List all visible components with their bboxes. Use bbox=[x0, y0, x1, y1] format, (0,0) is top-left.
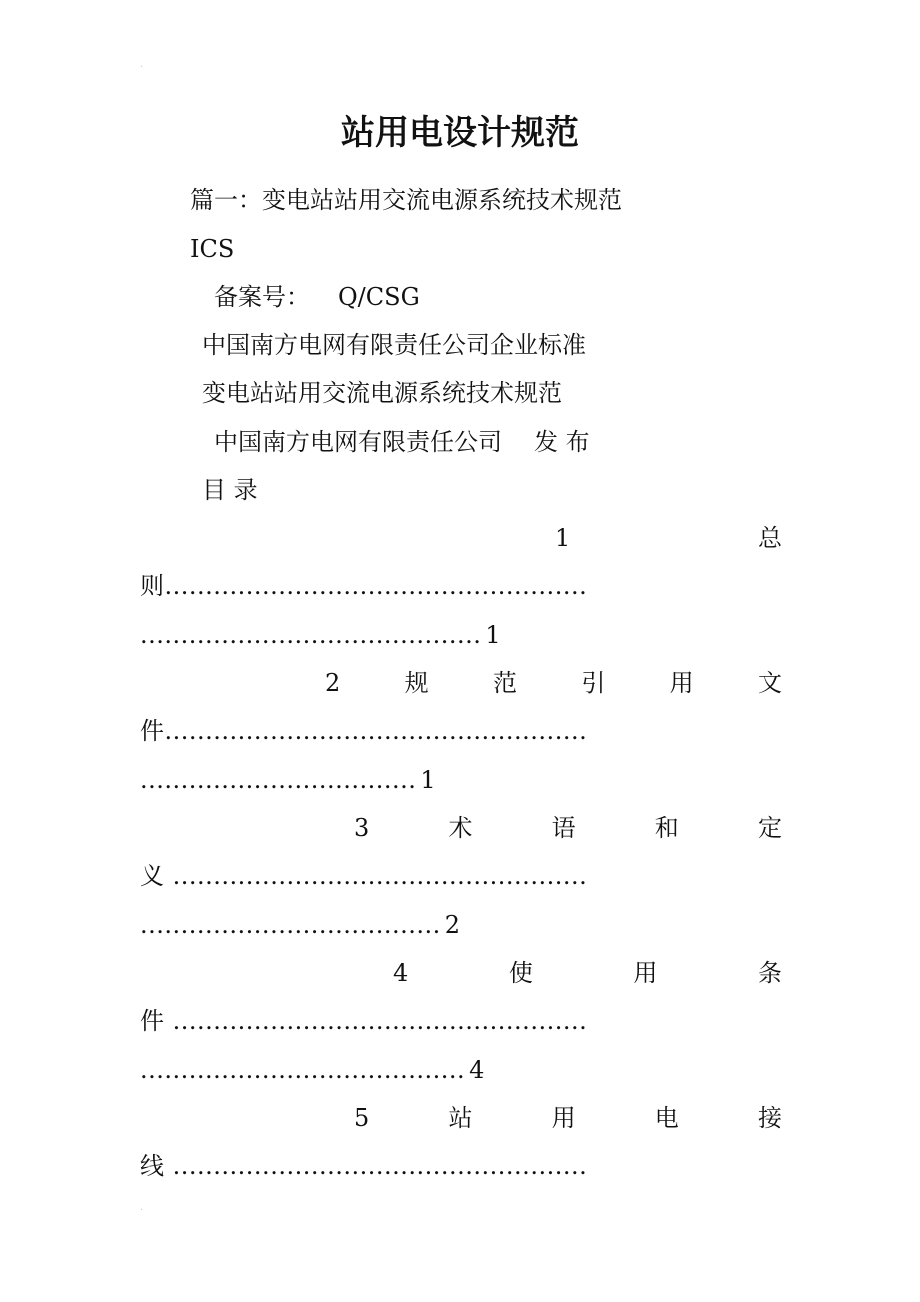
toc-entry-char: 用 bbox=[669, 669, 694, 697]
record-value: Q/CSG bbox=[338, 283, 420, 311]
toc-entry-last-char: 则 bbox=[140, 572, 165, 600]
toc-entry-5-heading bbox=[354, 1106, 782, 1130]
toc-entry-char: 语 bbox=[551, 814, 576, 842]
toc-entry-3-heading bbox=[354, 816, 782, 840]
toc-entry-4-heading bbox=[393, 961, 782, 985]
toc-entry-char: 文 bbox=[758, 669, 782, 697]
toc-entry-char: 定 bbox=[757, 814, 782, 842]
toc-entry-2-leader bbox=[140, 719, 587, 743]
dot-leader: ..................................... bbox=[140, 911, 441, 939]
toc-entry-last-char: 线 bbox=[140, 1152, 165, 1180]
toc-title: 目 录 bbox=[202, 476, 258, 504]
toc-entry-number: 2 bbox=[325, 669, 341, 697]
dot-leader: ........................................ bbox=[140, 1056, 466, 1084]
toc-entry-1-leader bbox=[140, 574, 587, 598]
toc-entry-char: 用 bbox=[551, 1104, 576, 1132]
publisher: 中国南方电网有限责任公司 bbox=[214, 428, 502, 456]
dot-leader: ................................................... bbox=[172, 1152, 588, 1180]
toc-entry-3-leader bbox=[140, 864, 587, 888]
toc-entry-number: 4 bbox=[393, 959, 409, 987]
dot-leader: ................................................... bbox=[172, 862, 588, 890]
toc-entry-5-leader bbox=[140, 1154, 587, 1178]
toc-page-number: 1 bbox=[485, 621, 502, 649]
standard-name: 变电站站用交流电源系统技术规范 bbox=[202, 379, 562, 407]
dot-leader: .................................................... bbox=[164, 572, 588, 600]
toc-entry-last-char: 义 bbox=[140, 862, 165, 890]
toc-entry-char: 引 bbox=[581, 669, 606, 697]
scan-speck: · bbox=[140, 62, 144, 73]
publish-word: 发 布 bbox=[534, 428, 590, 456]
toc-entry-char: 和 bbox=[654, 814, 679, 842]
toc-entry-2-heading bbox=[325, 671, 782, 695]
chapter-heading: 篇一：变电站站用交流电源系统技术规范 bbox=[190, 186, 622, 214]
dot-leader: .................................................... bbox=[164, 717, 588, 745]
toc-entry-last-char: 件 bbox=[140, 717, 165, 745]
document-title: 站用电设计规范 bbox=[341, 113, 579, 153]
toc-entry-4-page-line bbox=[140, 1058, 485, 1082]
toc-entry-last-char: 件 bbox=[140, 1007, 165, 1035]
toc-entry-char: 范 bbox=[492, 669, 517, 697]
toc-entry-1-page-line bbox=[140, 623, 501, 647]
toc-entry-char: 条 bbox=[757, 959, 782, 987]
dot-leader: .................................. bbox=[140, 766, 417, 794]
toc-entry-char: 规 bbox=[404, 669, 429, 697]
toc-entry-char: 使 bbox=[508, 959, 533, 987]
toc-entry-char: 用 bbox=[633, 959, 658, 987]
scan-speck: · bbox=[140, 1205, 144, 1216]
toc-entry-char: 接 bbox=[757, 1104, 782, 1132]
toc-page-number: 1 bbox=[420, 766, 437, 794]
toc-page-number: 2 bbox=[444, 911, 461, 939]
toc-entry-char: 电 bbox=[654, 1104, 679, 1132]
toc-entry-2-page-line bbox=[140, 768, 436, 792]
org-standard: 中国南方电网有限责任公司企业标准 bbox=[202, 331, 586, 359]
toc-entry-4-leader bbox=[140, 1009, 587, 1033]
record-label: 备案号： bbox=[214, 283, 310, 311]
toc-entry-3-page-line bbox=[140, 913, 461, 937]
toc-entry-char: 总 bbox=[758, 524, 782, 552]
toc-entry-char: 术 bbox=[448, 814, 473, 842]
ics-label: ICS bbox=[190, 235, 235, 263]
toc-entry-number: 3 bbox=[354, 814, 370, 842]
toc-entry-number: 1 bbox=[555, 524, 571, 552]
toc-entry-number: 5 bbox=[354, 1104, 370, 1132]
toc-page-number: 4 bbox=[469, 1056, 485, 1084]
toc-entry-1-heading bbox=[555, 526, 782, 550]
dot-leader: ................................................... bbox=[172, 1007, 588, 1035]
dot-leader: .......................................... bbox=[140, 621, 482, 649]
toc-entry-char: 站 bbox=[448, 1104, 473, 1132]
